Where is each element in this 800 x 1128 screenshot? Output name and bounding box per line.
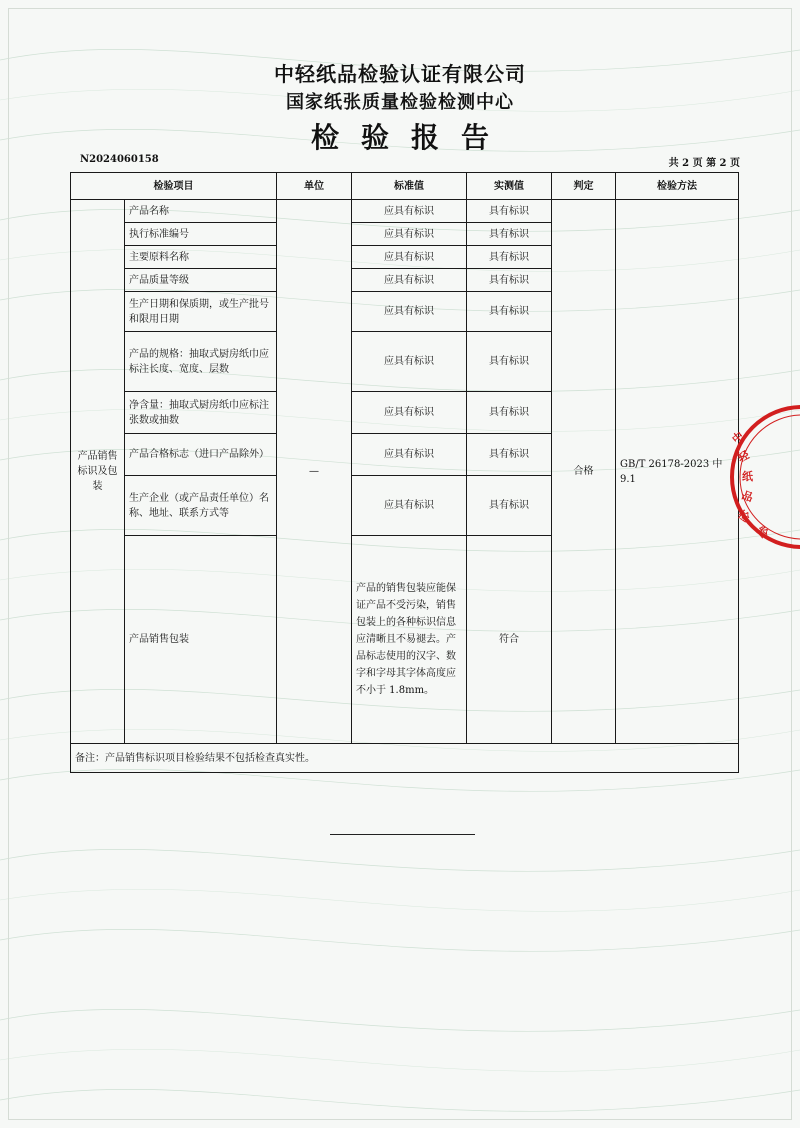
row-item: 执行标准编号	[125, 223, 277, 246]
row-standard: 应具有标识	[352, 476, 467, 536]
page-info: 共 2 页 第 2 页	[668, 158, 740, 169]
report-number: N2024060158	[80, 154, 159, 165]
report-title: 检验报告	[310, 121, 511, 154]
row-measured: 具有标识	[467, 223, 552, 246]
row-item: 生产企业（或产品责任单位）名称、地址、联系方式等	[125, 476, 277, 536]
row-standard: 应具有标识	[352, 434, 467, 476]
row-measured: 具有标识	[467, 332, 552, 392]
center-name: 国家纸张质量检验检测中心	[286, 92, 514, 113]
header-verdict: 判定	[552, 173, 616, 200]
row-standard: 应具有标识	[352, 246, 467, 269]
method-cell: GB/T 26178-2023 中 9.1	[616, 200, 739, 744]
row-standard: 应具有标识	[352, 292, 467, 332]
end-line	[330, 834, 475, 835]
svg-text:品: 品	[739, 488, 755, 505]
note-row	[71, 744, 739, 773]
header-standard: 标准值	[352, 173, 467, 200]
header-unit: 单位	[277, 173, 352, 200]
svg-text:轻: 轻	[735, 448, 752, 465]
verdict-cell: 合格	[552, 200, 616, 744]
row-item: 产品名称	[125, 200, 277, 223]
header-item: 检验项目	[71, 173, 277, 200]
row-standard: 应具有标识	[352, 223, 467, 246]
category-cell: 产品销售标识及包装	[71, 200, 125, 744]
row-item: 产品合格标志（进口产品除外）	[125, 434, 277, 476]
svg-text:验: 验	[753, 523, 771, 541]
svg-text:纸: 纸	[742, 470, 753, 483]
inspection-table	[70, 172, 739, 773]
row-measured: 具有标识	[467, 476, 552, 536]
row-standard: 产品的销售包装应能保证产品不受污染，销售包装上的各种标识信息应清晰且不易褪去。产品标志使用的汉字、数字和字母其字体高度应不小于 1.8mm。	[352, 536, 467, 744]
row-measured: 具有标识	[467, 200, 552, 223]
row-measured: 具有标识	[467, 269, 552, 292]
row-item: 主要原料名称	[125, 246, 277, 269]
row-item: 产品销售包装	[125, 536, 277, 744]
header-method: 检验方法	[616, 173, 739, 200]
table-row	[71, 200, 739, 223]
seal-stamp-icon	[726, 402, 800, 552]
organization-name: 中轻纸品检验认证有限公司	[274, 62, 526, 86]
row-standard: 应具有标识	[352, 392, 467, 434]
table-header-row	[71, 173, 739, 200]
unit-cell: —	[277, 200, 352, 744]
row-standard: 应具有标识	[352, 332, 467, 392]
row-measured: 具有标识	[467, 292, 552, 332]
row-measured: 符合	[467, 536, 552, 744]
row-standard: 应具有标识	[352, 200, 467, 223]
row-item: 净含量：抽取式厨房纸巾应标注张数或抽数	[125, 392, 277, 434]
row-measured: 具有标识	[467, 434, 552, 476]
row-item: 生产日期和保质期，或生产批号和限用日期	[125, 292, 277, 332]
row-item: 产品质量等级	[125, 269, 277, 292]
header-measured: 实测值	[467, 173, 552, 200]
svg-text:检: 检	[735, 507, 752, 525]
row-item: 产品的规格：抽取式厨房纸巾应标注长度、宽度、层数	[125, 332, 277, 392]
row-standard: 应具有标识	[352, 269, 467, 292]
row-measured: 具有标识	[467, 246, 552, 269]
note-text: 备注：产品销售标识项目检验结果不包括检查真实性。	[71, 744, 739, 773]
svg-text:中: 中	[729, 429, 747, 447]
row-measured: 具有标识	[467, 392, 552, 434]
